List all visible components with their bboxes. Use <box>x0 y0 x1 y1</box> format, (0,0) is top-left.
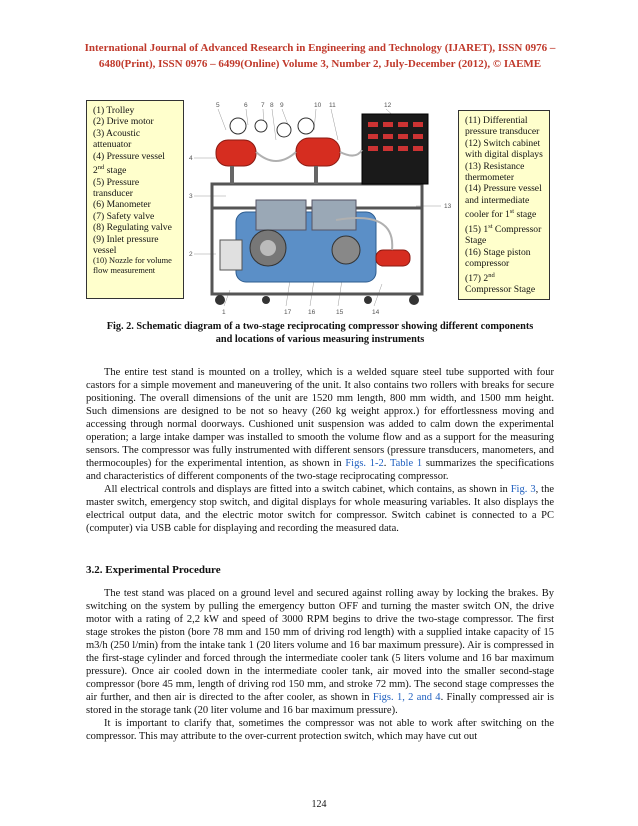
paragraph-text: All electrical controls and displays are fitted into a switch cabinet, which contains, as shown in <box>104 484 511 495</box>
figure-label: 16 <box>308 309 316 316</box>
figure-label: 17 <box>284 309 292 316</box>
figure-label: 6 <box>244 102 248 109</box>
paragraph-text: , the master switch, emergency stop switch, and digital displays for whole measuring variables. It also displays the electrical output data, and the electric motor switch for compressor. Switch cabinet is connected to a PC (computer) via USB cable for displaying and recording the measured data. <box>86 484 554 534</box>
paragraph-text: The test stand was placed on a ground level and secured against rolling away by locking the brakes. By switching on the system by pulling the emergency button OFF and turning the master switch ON, the drive motor with a rating of 2,2 kW and speed of 3000 RPM begins to drive the two-stage compressor. The first stage strokes the piston (bore 78 mm and 150 mm of driving rod length) with a supplied intake capacity of 15 m3/h (250 l/min) from the intake tank 1 (20 liters volume and 16 bar maximum pressure). Air is compressed in the first-stage cylinder and forced through the intermediate cooler tank (5 liters volume and 16 bar maximum pressure). Once air cooled down in the intermediate cooler tank, air moved into the smaller second-stage compressor (bore 45 mm, length of driving rod 150 mm, and stroke 72 mm). The second stage compresses the air further, and then air is directed to the after cooler, as shown in <box>86 588 554 703</box>
legend-item: (10) Nozzle for volume flow measurement <box>93 256 172 276</box>
compressor-figure <box>186 100 456 318</box>
figs-1-2-4-link[interactable]: Figs. 1, 2 and 4 <box>372 692 441 703</box>
body-paragraph-1 <box>86 366 554 535</box>
figure-label: 7 <box>261 102 265 109</box>
legend-item: (7) Safety valve <box>93 210 155 222</box>
legend-item-text: Compressor Stage <box>465 224 542 247</box>
paragraph-text: . Finally compressed air is stored in the storage tank (20 liter volume and 16 bar maximum pressure). <box>86 692 554 716</box>
figure-label: 15 <box>336 309 344 316</box>
legend-item-text: stage <box>106 165 127 177</box>
legend-item: (2) Drive motor <box>93 116 154 128</box>
legend-item: (12) Switch cabinet with digital displays <box>465 137 543 161</box>
legend-item: (1) Trolley <box>93 105 135 116</box>
figure-caption <box>70 320 570 346</box>
legend-item <box>465 221 543 247</box>
caption-line-2: and locations of various measuring instruments <box>215 334 425 345</box>
paragraph-text: . <box>383 458 390 469</box>
legend-left <box>86 100 184 299</box>
figure-label: 1 <box>222 309 226 316</box>
caption-line-1: Fig. 2. Schematic diagram of a two-stage reciprocating compressor showing different components <box>106 321 534 332</box>
legend-item: (6) Manometer <box>93 199 151 211</box>
legend-item-text: (4) Pressure vessel 2 <box>93 150 165 177</box>
legend-item: (11) Differential pressure transducer <box>465 115 540 138</box>
body-paragraph-3 <box>86 587 554 743</box>
figure-label: 5 <box>216 102 220 109</box>
figure-label: 9 <box>280 102 284 109</box>
header-line-2: 6480(Print), ISSN 0976 – 6499(Online) Volume 3, Number 2, July-December (2012), © IAEME <box>98 58 542 70</box>
paragraph-text: The entire test stand is mounted on a trolley, which is a welded square steel tube supported with four castors for a simple movement and maneuvering of the unit. It also contains two rollers with breaks for secure positioning. The overall dimensions of the unit are 1520 mm length, 800 mm width, and 1500 mm height. Such dimensions are designed to be not so heavy (260 kg weight approx.) for effortlessness moving and accessing through normal doorways. Cushioned unit suspension was added to calm down the experimental operation; a large intake damper was installed to smooth the volume flow and as a support for the measuring sensors. The compressor was fully instrumented with different sensors (pressure transducers, manometers, and thermocouples) for the experimental intention, as shown in <box>86 367 554 469</box>
legend-item <box>465 270 543 285</box>
legend-item: (16) Stage piston compressor <box>465 246 531 270</box>
fig-3-link[interactable]: Fig. 3 <box>510 484 536 495</box>
legend-item: Compressor Stage <box>465 284 536 296</box>
section-title: 3.2. Experimental Procedure <box>86 564 221 576</box>
legend-item-text: stage <box>514 209 537 221</box>
legend-item <box>93 151 177 177</box>
legend-item <box>465 183 543 220</box>
legend-item: (8) Regulating valve <box>93 222 172 234</box>
figure-label: 8 <box>270 102 274 109</box>
figs-1-2-link[interactable]: Figs. 1-2 <box>345 458 384 469</box>
figure-label: 10 <box>314 102 322 109</box>
paragraph-text: summarizes the specifications and characteristics of different components of the two-stage reciprocating compressor. <box>86 458 555 482</box>
figure-label: 13 <box>444 203 452 210</box>
legend-right <box>458 110 550 300</box>
superscript: st <box>509 208 515 216</box>
figure-label: 14 <box>372 309 380 316</box>
legend-item-text: (15) 1 <box>465 224 489 236</box>
table-1-link[interactable]: Table 1 <box>389 458 423 469</box>
superscript: st <box>488 222 493 230</box>
figure-label: 4 <box>189 155 193 162</box>
legend-item-text: (17) 2 <box>465 272 489 284</box>
superscript: nd <box>97 164 105 172</box>
legend-item: (3) Acoustic attenuator <box>93 127 141 151</box>
figure-label: 3 <box>189 193 193 200</box>
figure-label: 11 <box>329 102 336 109</box>
legend-item: (13) Resistance thermometer <box>465 160 525 184</box>
journal-header <box>40 40 600 72</box>
header-line-1: International Journal of Advanced Research in Engineering and Technology (IJARET), ISSN 0976 – <box>84 42 556 54</box>
legend-item: (5) Pressure transducer <box>93 176 140 200</box>
legend-item: (9) Inlet pressure vessel <box>93 233 159 257</box>
paragraph-text: It is important to clarify that, sometimes the compressor was not able to work after switching on the compressor. This may attribute to the over-current protection switch, which may have cut out <box>86 718 554 742</box>
figure-label: 2 <box>189 251 193 258</box>
figure-label: 12 <box>384 102 392 109</box>
legend-item-text: (14) Pressure vessel and intermediate cooler for 1 <box>465 183 542 221</box>
page-number: 124 <box>311 799 327 810</box>
superscript: nd <box>488 271 495 279</box>
